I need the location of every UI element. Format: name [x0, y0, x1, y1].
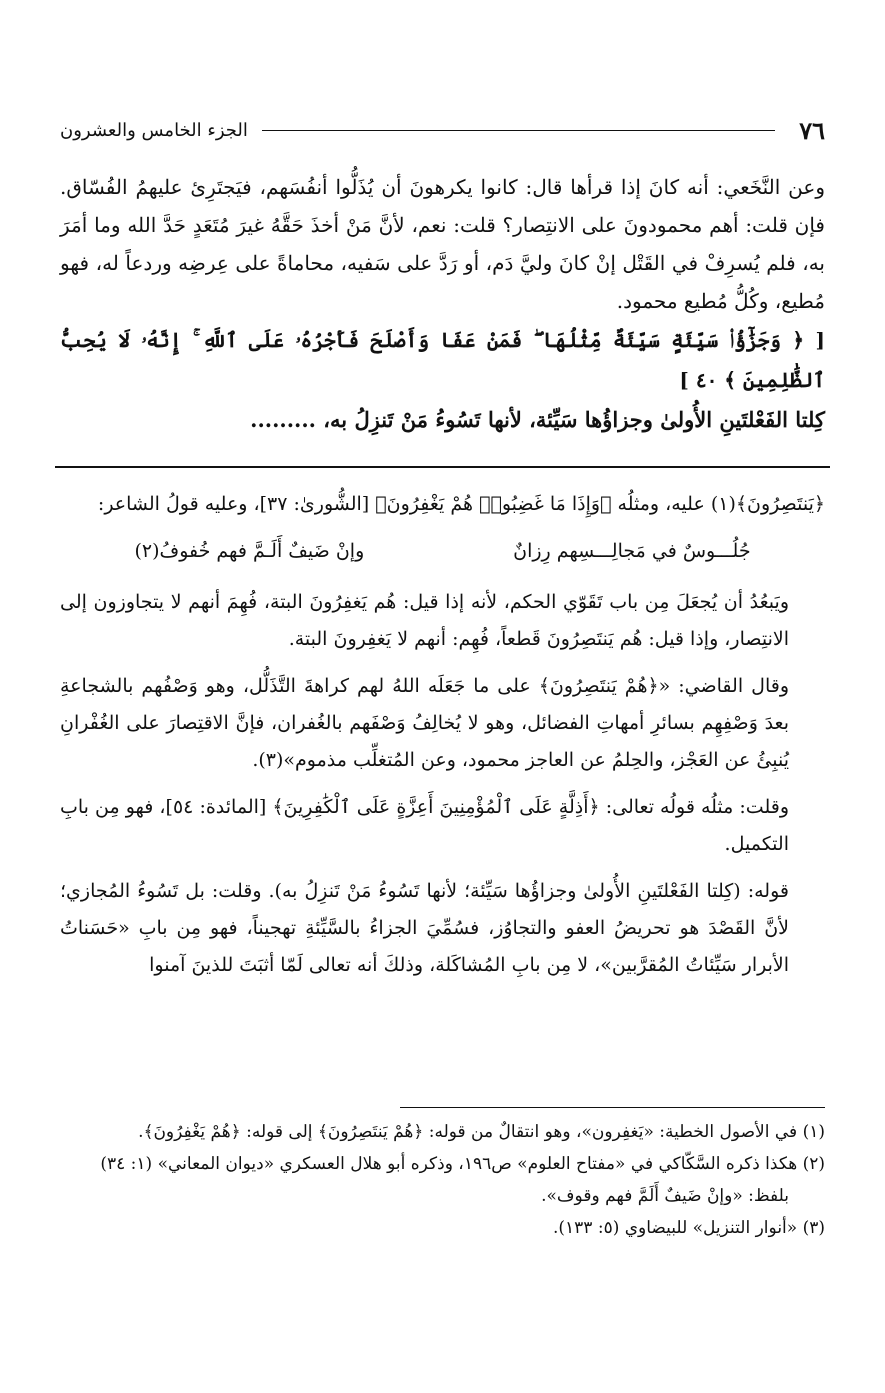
main-text	[60, 168, 825, 440]
main-paragraph: وعن النَّخَعي: أنه كانَ إذا قرأها قال: كانوا يكرهونَ أن يُذَلُّوا أنفُسَهم، فيَجتَرِئ عليهمُ الفُسّاق. فإن قلت: أهم محمودونَ على الانتِصار؟ قلت: نعم، لأنَّ مَنْ أخذَ حَقَّهُ غيرَ مُتَعَدٍ حَدَّ الله وما أمَرَ به، فلم يُسرِفْ في القَتْل إنْ كانَ وليَّ دَم، أو رَدَّ على سَفيه، محاماةً على عِرضِه وردعاً له، فهو مُطيع، وكُلُّ مُطيع محمود.	[60, 175, 825, 313]
header-rule	[262, 130, 775, 131]
footnotes	[60, 1116, 825, 1244]
poem-hemistich-left: وإنْ ضَيفٌ أَلَـمَّ فهم خُفوفُ(٢)	[134, 540, 365, 562]
commentary-paragraph: ﴿يَنتَصِرُونَ﴾(١) عليه، ومثلُه ﴿وَإِذَا مَا غَضِبُوا۟ هُمْ يَغْفِرُونَ﴾ [الشُّورىٰ: ٣٧]، وعليه قولُ الشاعر:	[97, 493, 825, 515]
commentary-paragraph: وقلت: مثلُه قولُه تعالى: ﴿أَذِلَّةٍ عَلَى ٱلْمُؤْمِنِينَ أَعِزَّةٍ عَلَى ٱلْكَٰفِرِينَ﴾ [المائدة: ٥٤]، فهو مِن بابِ التكميل.	[60, 796, 789, 855]
commentary	[60, 486, 825, 994]
main-rule	[55, 466, 830, 468]
running-head: الجزء الخامس والعشرون	[60, 119, 248, 141]
footnote-rule	[400, 1107, 825, 1108]
poem-hemistich-right: جُلُـــوسٌ في مَجالِـــسِهم رِزانٌ	[513, 540, 751, 562]
quran-verse: [ ﴿ وَجَزَٰٓؤُا۟ سَيِّئَةٍ سَيِّئَةٌ مِّثْلُهَا ۖ فَمَنْ عَفَا وَأَصْلَحَ فَأَجْرُهُۥ عَلَى ٱللَّهِ ۚ إِنَّهُۥ لَا يُحِبُّ ٱلظَّٰلِمِينَ ﴾ ٤٠ ]	[60, 328, 825, 392]
commentary-paragraph: ويَبعُدُ أن يُجعَلَ مِن باب تَقَوّي الحكم، لأنه إذا قيل: هُم يَغفِرُونَ البتة، فُهِمَ أنهم لا يتجاوزون إلى الانتِصار، وإذا قيل: هُم يَنتَصِرُونَ قَطعاً، فُهِم: أنهم لا يَغفِرونَ البتة.	[60, 591, 789, 650]
footnote: (١) في الأصول الخطية: «يَغفِرون»، وهو انتقالٌ من قوله: ﴿هُمْ يَنتَصِرُونَ﴾ إلى قوله: ﴿هُمْ يَغْفِرُونَ﴾.	[138, 1122, 825, 1142]
commentary-paragraph: قوله: (كِلتا الفَعْلتَينِ الأُولىٰ وجزاؤُها سَيِّئة؛ لأنها تَسُوءُ مَنْ تَنزِلُ به). وقلت: بل تَسُوءُ المُجازي؛ لأنَّ القَصْدَ هو تحريضُ العفو والتجاوُز، فسُمِّيَ الجزاءُ بالسَّيِّئةِ تهجيناً، فهو مِن بابِ «حَسَناتُ الأبرار سَيِّئاتُ المُقرَّبين»، لا مِن بابِ المُشاكَلة، وذلكَ أنه تعالى لَمّا أثبَتَ للذينَ آمنوا	[60, 880, 789, 976]
page-number: ٧٦	[799, 115, 825, 145]
footnote: (٢) هكذا ذكره السَّكّاكي في «مفتاح العلوم» ص١٩٦، وذكره أبو هلال العسكري «ديوان المعاني» (١: ٣٤)	[100, 1154, 825, 1174]
footnote-continuation: بلفظ: «وإنْ ضَيفٌ أَلَمَّ فهم وقوف».	[541, 1186, 789, 1206]
commentary-paragraph: وقال القاضي: «﴿هُمْ يَنتَصِرُونَ﴾ على ما جَعَلَه اللهُ لهم كراهةَ التَّذَلُّل، وهو وَصْفُهم بالشجاعةِ بعدَ وَصْفِهِم بسائرِ أمهاتِ الفضائل، وهو لا يُخالِفُ وَصْفَهم بالغُفران، فإنَّ الاقتِصارَ على الغُفْرانِ يُنبِئُ عن العَجْز، والحِلمُ عن العاجز محمود، وعن المُتغلِّب مذموم»(٣).	[60, 675, 789, 771]
footnote: (٣) «أنوار التنزيل» للبيضاوي (٥: ١٣٣).	[552, 1218, 825, 1238]
main-text-line: كِلتا الفَعْلتَينِ الأُولىٰ وجزاؤُها سَيِّئة، لأنها تَسُوءُ مَنْ تَنزِلُ به، .........	[250, 407, 825, 432]
poem-verse	[60, 533, 825, 570]
page-header	[60, 110, 825, 150]
